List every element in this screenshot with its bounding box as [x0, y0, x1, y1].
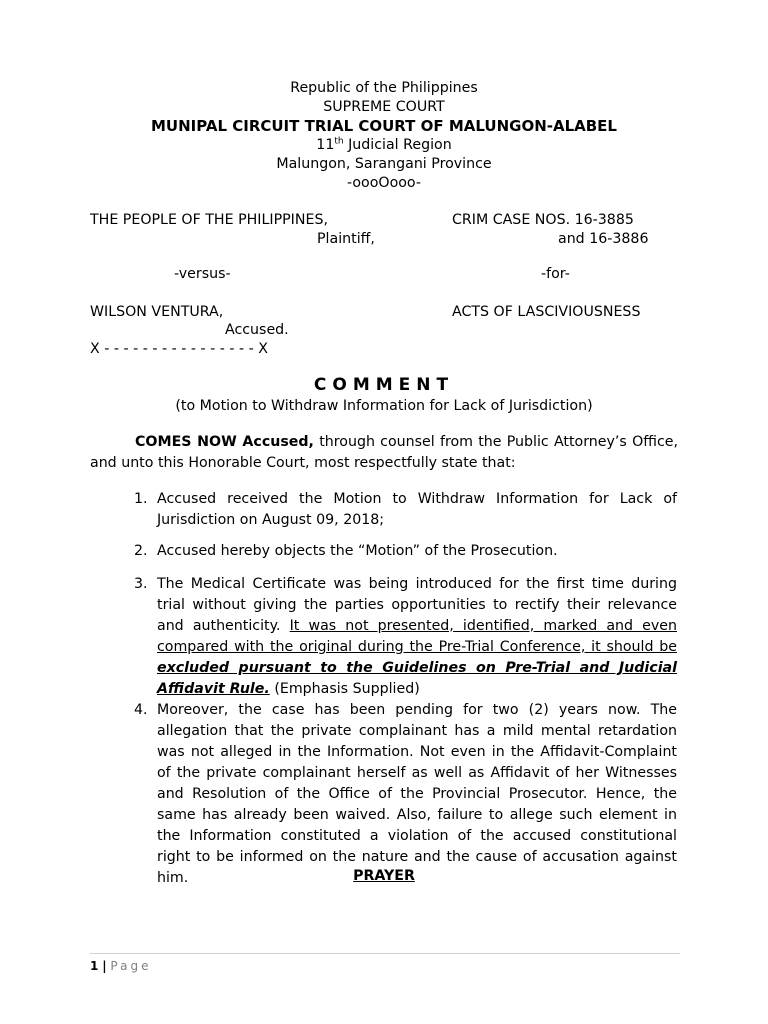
document-title: COMMENT [313, 375, 455, 395]
intro-bold: COMES NOW Accused, [135, 434, 314, 450]
item-3-emphasis: excluded pursuant to the Guidelines on Pre-Trial and Judicial Affidavit Rule. [157, 660, 677, 697]
intro-rest: through counsel from the Public Attorney’s Office, and unto this Honorable Court, most respectfully state that: [90, 434, 678, 471]
item-4-number: 4. [134, 702, 148, 718]
plaintiff-name: THE PEOPLE OF THE PHILIPPINES, [90, 212, 328, 228]
region-text: Judicial Region [343, 137, 452, 153]
region-number: 11 [316, 137, 335, 153]
republic-line: Republic of the Philippines [290, 80, 478, 96]
item-3-tail: (Emphasis Supplied) [269, 681, 420, 697]
caption-x-line: X - - - - - - - - - - - - - - - - X [90, 341, 269, 357]
accused-name: WILSON VENTURA, [90, 304, 224, 320]
prayer-heading: PRAYER [353, 868, 415, 884]
item-3-text [157, 574, 677, 700]
item-3-plain: The Medical Certificate was being introduced for the first time during trial without giving the parties opportunities to rectify their relevance and authenticity. [157, 576, 677, 634]
offense-label: ACTS OF LASCIVIOUSNESS [452, 304, 641, 320]
item-1-text: Accused received the Motion to Withdraw Information for Lack of Jurisdiction on August 09, 2018; [157, 491, 677, 528]
item-1-number: 1. [134, 491, 148, 507]
item-3-number: 3. [134, 576, 148, 592]
item-4-text: Moreover, the case has been pending for two (2) years now. The allegation that the private complainant has a mild mental retardation was not alleged in the Information. Not even in the Affidavit-Complaint of the private complainant herself as well as Affidavit of her Witnesses and Resolution of the Office of the Provincial Prosecutor. Hence, the same has already been waived. Also, failure to allege such element in the Information constituted a violation of the accused constitutional right to be informed on the nature and the cause of accusation against him. [157, 702, 677, 886]
region-superscript: th [334, 136, 344, 147]
plaintiff-role: Plaintiff, [317, 231, 375, 247]
page-number: 1 [90, 959, 99, 973]
for-label: -for- [541, 266, 570, 282]
header-separator: -oooOooo- [346, 175, 421, 191]
page-word: Page [110, 959, 152, 973]
page-separator: | [102, 959, 107, 973]
supreme-court-line: SUPREME COURT [323, 99, 445, 115]
footer-divider [90, 953, 680, 954]
page-footer [90, 956, 151, 977]
judicial-region-line [0, 135, 768, 156]
location-line: Malungon, Sarangani Province [276, 156, 492, 172]
versus-label: -versus- [174, 266, 231, 282]
item-2-number: 2. [134, 543, 148, 559]
item-2-text: Accused hereby objects the “Motion” of the Prosecution. [157, 543, 558, 559]
document-subtitle: (to Motion to Withdraw Information for Lack of Jurisdiction) [175, 398, 593, 414]
case-numbers-continued: and 16-3886 [558, 231, 649, 247]
case-numbers: CRIM CASE NOS. 16-3885 [452, 212, 634, 228]
intro-paragraph [90, 432, 678, 474]
item-3-underlined: It was not presented, identified, marked and even compared with the original during the Pre-Trial Conference, it should be [157, 618, 677, 655]
accused-role: Accused. [225, 322, 289, 338]
court-name: MUNIPAL CIRCUIT TRIAL COURT OF MALUNGON-ALABEL [150, 117, 617, 135]
